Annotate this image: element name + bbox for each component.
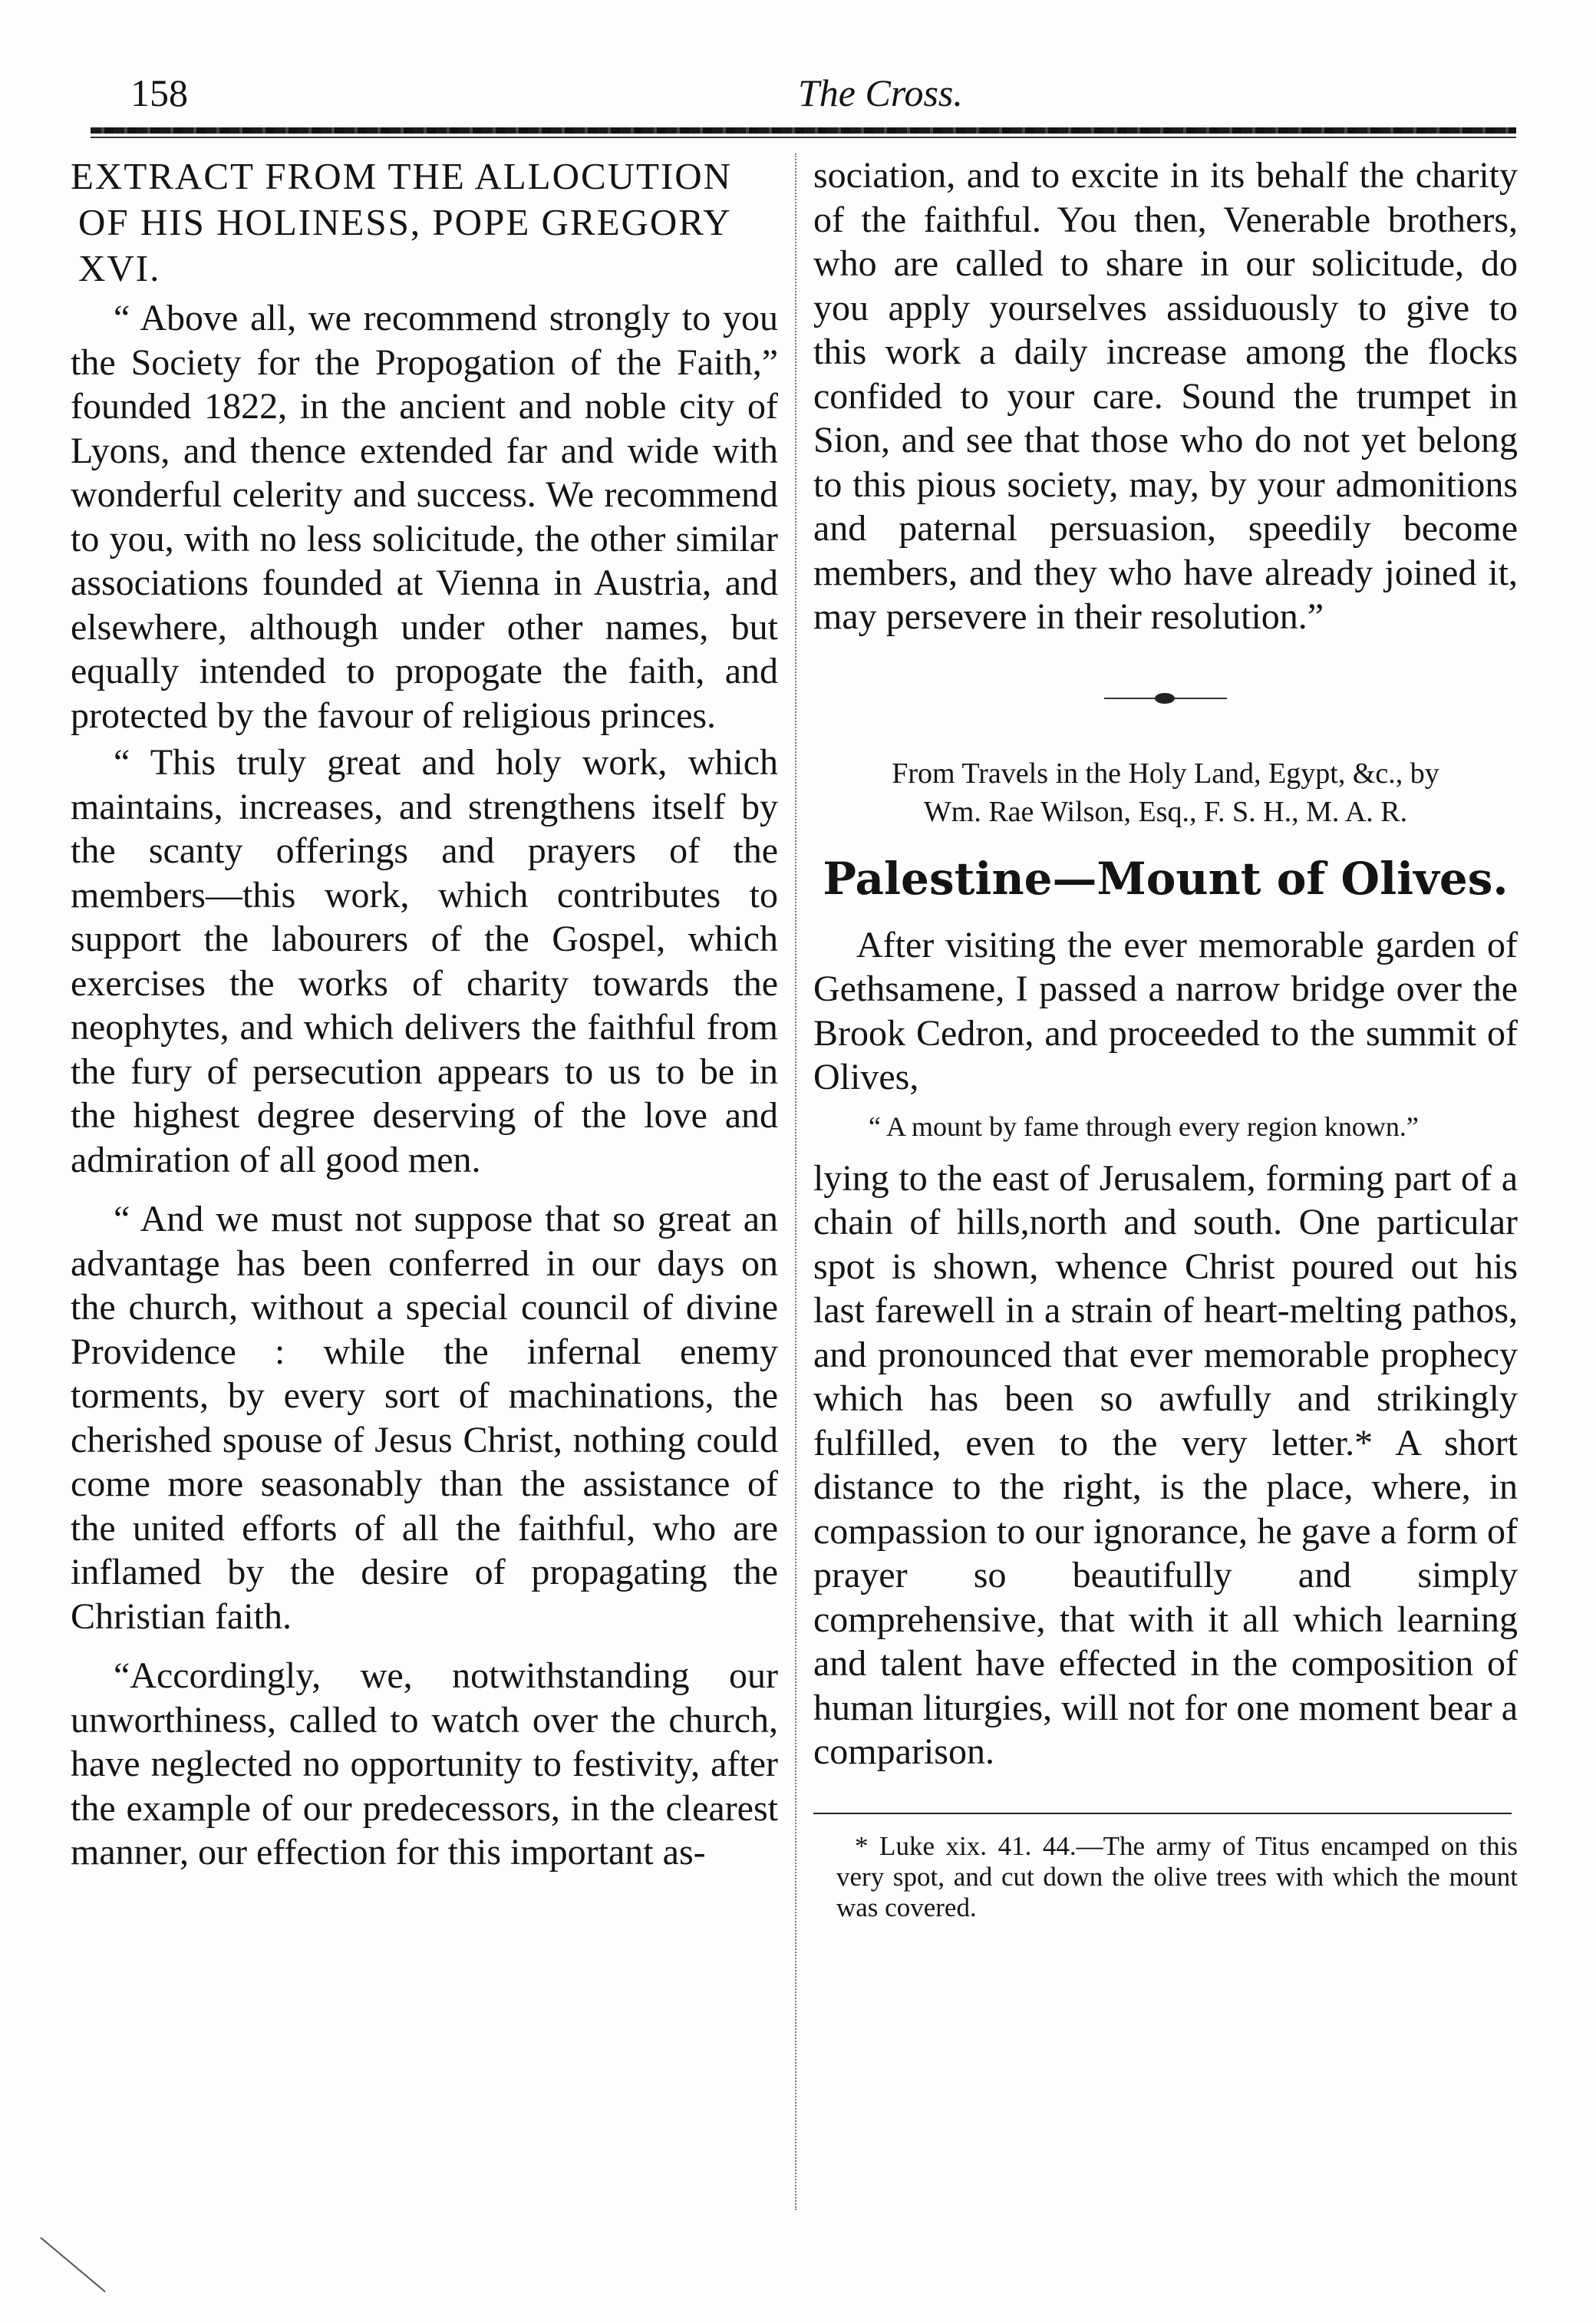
header-rule-thin [91,137,1516,138]
footnote-rule [813,1813,1512,1814]
source-author: Wm. Rae Wilson, Esq., F. S. H., M. A. R. [923,795,1408,828]
journal-title: The Cross. [798,71,963,114]
ornament-dot [1155,693,1175,704]
paragraph: lying to the east of Jerusalem, forming part of a chain of hills,north and south. One particular spot is shown, whence Christ poured out his last farewell in a strain of heart-melting pathos, and pronounced that ever memorable prophecy which has been so awfully and strikingly fulfilled, even to the very letter.* A short distance to the right, is the place, where, in compassion to our ignorance, he gave a form of prayer so beautifully and simply comprehensive, that with it all which learning and talent have effected in the composition of human liturgies, will not for one moment bear a comparison. [813,1157,1518,1772]
section-title: Palestine—Mount of Olives. [823,852,1509,905]
right-column [813,153,1518,1923]
article-title: EXTRACT FROM THE ALLOCUTION OF HIS HOLINESS, POPE GREGORY XVI. [71,155,733,289]
source-attribution: From Travels in the Holy Land, Egypt, &c., by [892,757,1439,790]
header-rule [91,127,1516,134]
verse-quote: “ A mount by fame through every region known.” [869,1110,1419,1142]
paragraph: “ This truly great and holy work, which maintains, increases, and strengthens itself by the scanty offerings and prayers of the members—this work, which contributes to support the labourers of the Gospel, which exercises the works of charity towards the neophytes, and which delivers the faithful from the fury of persecution appears to us to be in the highest degree deserving of the love and admiration of all good men. [71,742,778,1180]
paragraph: “Accordingly, we, notwithstanding our unworthiness, called to watch over the church, have neglected no opportunity to festivity, after the example of our predecessors, in the clearest manner, our effection for this important as- [71,1655,778,1873]
footnote: * Luke xix. 41. 44.—The army of Titus encamped on this very spot, and cut down the olive trees with which the mount was covered. [836,1830,1518,1922]
paragraph: “ And we must not suppose that so great an advantage has been conferred in our days on the church, without a special council of divine Providence : while the infernal enemy torments, by every sort of machinations, the cherished spouse of Jesus Christ, nothing could come more seasonably than the assistance of the united efforts of all the faithful, who are inflamed by the desire of propagating the Christian faith. [71,1199,778,1637]
paragraph: After visiting the ever memorable garden of Gethsamene, I passed a narrow bridge over the Brook Cedron, and proceeded to the summit of Olives, [813,924,1518,1097]
column-divider [795,153,796,2210]
left-column [71,153,778,1878]
paragraph: “ Above all, we recommend strongly to you the Society for the Propogation of the Faith,” founded 1822, in the ancient and noble city of Lyons, and thence extended far and wide with wonderful celerity and success. We recommend to you, with no less solicitude, the other similar associations founded at Vienna in Austria, and elsewhere, although under other names, but equally intended to propogate the faith, and protected by the favour of religious princes. [71,298,778,736]
ornament-divider [1104,693,1227,704]
running-head [107,63,1512,124]
paper-scratch-mark [40,2237,106,2292]
page-number: 158 [130,71,188,114]
continued-paragraph: sociation, and to excite in its behalf the charity of the faithful. You then, Venerable brothers, who are called to share in our solicitude, do you apply yourselves assiduously to give to this work a daily increase among the flocks confided to your care. Sound the trumpet in Sion, and see that those who do not yet belong to this pious society, may, by your admonitions and paternal persuasion, speedily become members, and they who have already joined it, may persevere in their resolution.” [813,155,1518,637]
